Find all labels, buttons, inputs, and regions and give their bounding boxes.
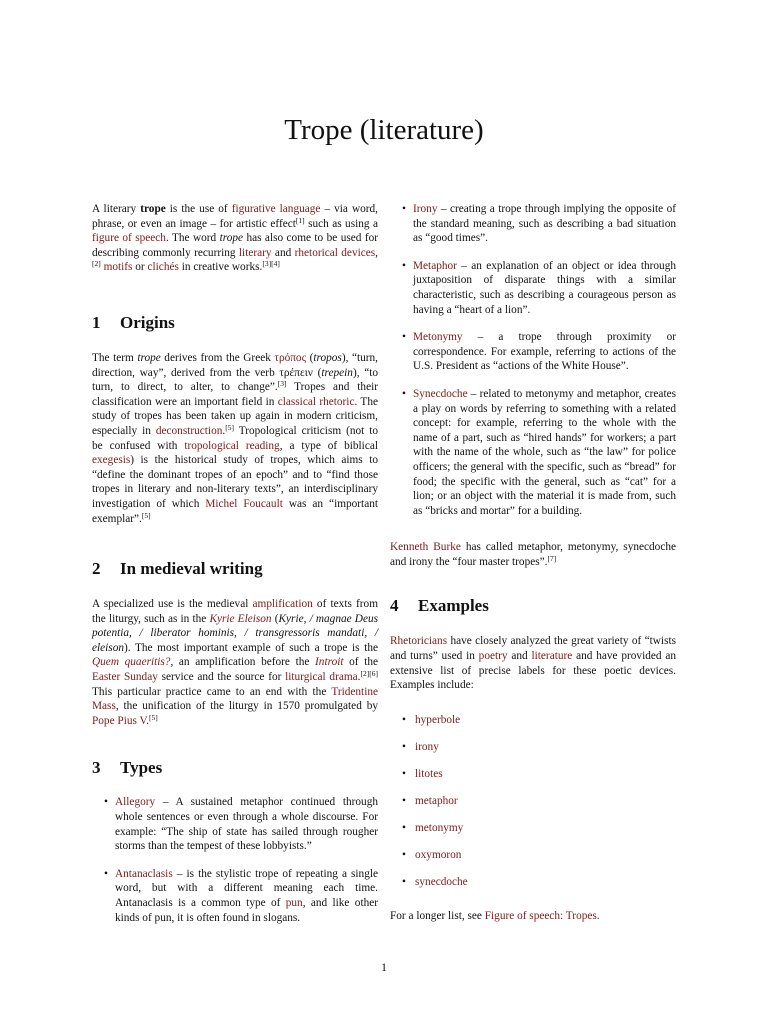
- list-item: [390, 875, 676, 890]
- link-literature[interactable]: literature: [531, 650, 573, 663]
- link-easter-sunday[interactable]: Easter Sunday: [92, 671, 158, 684]
- citation[interactable]: [5]: [149, 712, 158, 722]
- citation[interactable]: [5]: [141, 510, 151, 520]
- types-list: [92, 795, 378, 925]
- citation[interactable]: [2]: [92, 259, 101, 269]
- link-figure-of-speech[interactable]: figure of speech: [92, 232, 166, 245]
- link-example-item[interactable]: synecdoche: [415, 875, 468, 888]
- list-item: [390, 767, 676, 782]
- link-liturgical-drama[interactable]: liturgical drama: [285, 671, 358, 684]
- bullet: •: [104, 867, 108, 880]
- origins-paragraph: The term trope derives from the Greek τρόπος (tropos), “turn, direction, way”, derived from the verb τρέπειν (trepein), “to turn, to direct, to alter, to change”.[3] Tropes and their classification were an important field in classical rhetoric. The study of tropes has been taken up again in modern criticism, especially in deconstruction.[5] Tropological criticism (not to be confused with tropological reading, a type of biblical exegesis) is the historical study of tropes, which aims to “define the dominant tropes of an epoch” and to “find those tropes in literary and non-literary texts”, an interdisciplinary investigation of which Michel Foucault was an “important exemplar”.[5]: [92, 351, 378, 525]
- bullet: •: [402, 875, 406, 888]
- page-number: 1: [381, 960, 387, 974]
- list-item: • Metonymy – a trope through proximity or correspondence. For example, referring to actions of the U.S. President as “actions of the White House”.: [402, 331, 676, 373]
- link-motifs[interactable]: motifs: [103, 261, 133, 274]
- link-deconstruction[interactable]: deconstruction: [155, 424, 223, 437]
- bullet: •: [402, 794, 406, 807]
- link-figure-of-speech-tropes[interactable]: Figure of speech: Tropes: [484, 910, 597, 923]
- list-item: • Metaphor – an explanation of an object or idea through juxtaposition of disparate things with a similar characteristic, such as describing a courageous person as having a “heart of a lion”.: [402, 259, 676, 316]
- bullet: •: [402, 740, 406, 753]
- bullet: •: [402, 767, 406, 780]
- list-item: [390, 794, 676, 809]
- link-irony[interactable]: Irony: [413, 203, 438, 215]
- link-classical-rhetoric[interactable]: classical rhetoric: [277, 395, 355, 408]
- link-pun[interactable]: pun: [285, 897, 303, 909]
- link-example-item[interactable]: oxymoron: [415, 848, 462, 861]
- right-column: [390, 202, 676, 924]
- link-figurative-language[interactable]: figurative language: [231, 203, 321, 215]
- link-synecdoche[interactable]: Synecdoche: [413, 387, 468, 400]
- link-tridentine-mass[interactable]: Tridentine Mass: [92, 685, 378, 713]
- list-item: [390, 713, 676, 728]
- citation[interactable]: [3]: [277, 379, 287, 389]
- link-cliches[interactable]: clichés: [147, 261, 179, 274]
- bullet: •: [104, 796, 108, 809]
- link-allegory[interactable]: Allegory: [115, 796, 156, 809]
- list-item: • Allegory – A sustained metaphor continued through whole sentences or even through a whole discourse. For example: “The ship of state has sailed through rougher storms than the tempest of these lobbyists.”: [104, 796, 378, 853]
- link-metonymy[interactable]: Metonymy: [413, 331, 463, 344]
- list-item: [390, 848, 676, 863]
- bullet: •: [402, 387, 406, 400]
- intro-paragraph: A literary trope is the use of figurative language – via word, phrase, or even an image – for artistic effect[1] such as using a figure of speech. The word trope has also come to be used for describing commonly recurring literary and rhetorical devices,[2] motifs or clichés in creative works.[3][4]: [92, 203, 378, 274]
- link-exegesis[interactable]: exegesis: [92, 454, 131, 467]
- section-heading-examples: 4 Examples: [390, 596, 489, 616]
- citation[interactable]: [5]: [225, 422, 234, 432]
- section-heading-medieval: 2 In medieval writing: [92, 559, 263, 579]
- link-kyrie-eleison[interactable]: Kyrie Eleison: [209, 612, 272, 625]
- list-item: [390, 740, 676, 755]
- list-item: • Antanaclasis – is the stylistic trope of repeating a single word, but with a different meaning each time. Antanaclasis is a common type of pun, and like other kinds of pun, it is often found in slogans.: [104, 867, 379, 924]
- link-pope-pius-v[interactable]: Pope Pius V: [92, 714, 147, 727]
- link-poetry[interactable]: poetry: [478, 650, 508, 663]
- link-antanaclasis[interactable]: Antanaclasis: [115, 867, 173, 880]
- medieval-paragraph: A specialized use is the medieval amplification of texts from the liturgy, such as in the Kyrie Eleison (Kyrie, / magnae Deus potentia, / liberator hominis, / transgressoris mandati, / eleison). The most important example of such a trope is the Quem quaeritis?, an amplification before the Introit of the Easter Sunday service and the source for liturgical drama.[2][6] This particular practice came to an end with the Tridentine Mass, the unification of the liturgy in 1570 promulgated by Pope Pius V.[5]: [92, 598, 378, 727]
- citation[interactable]: [7]: [547, 553, 557, 563]
- citation[interactable]: [3][4]: [262, 259, 280, 269]
- left-column: [92, 202, 378, 925]
- link-michel-foucault[interactable]: Michel Foucault: [205, 497, 283, 510]
- link-introit[interactable]: Introit: [315, 656, 344, 669]
- citation[interactable]: [2][6]: [360, 669, 378, 679]
- link-quem-quaeritis[interactable]: Quem quaeritis?: [92, 656, 171, 669]
- bullet: •: [402, 331, 406, 344]
- bullet: •: [402, 203, 406, 215]
- link-example-item[interactable]: metonymy: [415, 821, 464, 834]
- list-item: • Irony – creating a trope through implying the opposite of the standard meaning, such as describing a bad situation as “good times”.: [402, 203, 676, 245]
- longer-list-paragraph: For a longer list, see Figure of speech: Tropes.: [390, 910, 600, 923]
- link-amplification[interactable]: amplification: [252, 598, 313, 611]
- link-example-item[interactable]: irony: [415, 740, 439, 753]
- list-item: • Synecdoche – related to metonymy and metaphor, creates a play on words by referring to something with a related concept: for example, referring to the whole with the name of a part, such as “hired hands” for workers; a part with the name of the whole, such as “the law” for police officers; the general with the specific, such as “bread” for food; the specific with the general, such as “cat” for a lion; or an object with the material it is made from, such as “bricks and mortar” for a building.: [402, 387, 676, 517]
- bullet: •: [402, 259, 406, 272]
- burke-paragraph: Kenneth Burke has called metaphor, metonymy, synecdoche and irony the “four master tropes”.[7]: [390, 541, 676, 568]
- link-metaphor[interactable]: Metaphor: [413, 259, 457, 272]
- link-kenneth-burke[interactable]: Kenneth Burke: [390, 541, 461, 554]
- section-heading-origins: 1 Origins: [92, 312, 175, 332]
- link-literary[interactable]: literary: [238, 246, 272, 259]
- link-example-item[interactable]: litotes: [415, 767, 443, 780]
- link-example-item[interactable]: metaphor: [415, 794, 458, 807]
- link-greek-tropos[interactable]: τρόπος: [274, 351, 307, 364]
- section-heading-types: 3 Types: [92, 758, 163, 778]
- link-rhetorical-devices[interactable]: rhetorical devices: [294, 246, 376, 259]
- types-list-continued: [390, 202, 676, 518]
- bullet: •: [402, 713, 406, 726]
- link-tropological-reading[interactable]: tropological reading: [184, 439, 280, 452]
- examples-list: [390, 713, 676, 890]
- page-title: Trope (literature): [284, 114, 484, 146]
- citation[interactable]: [1]: [295, 215, 305, 225]
- link-rhetoricians[interactable]: Rhetoricians: [390, 635, 448, 648]
- link-example-item[interactable]: hyperbole: [415, 713, 461, 726]
- list-item: [390, 821, 676, 836]
- bullet: •: [402, 848, 406, 861]
- bullet: •: [402, 821, 406, 834]
- examples-paragraph: Rhetoricians have closely analyzed the great variety of “twists and turns” used in poetry and literature and have provided an extensive list of precise labels for these poetic devices. Examples include:: [390, 635, 676, 692]
